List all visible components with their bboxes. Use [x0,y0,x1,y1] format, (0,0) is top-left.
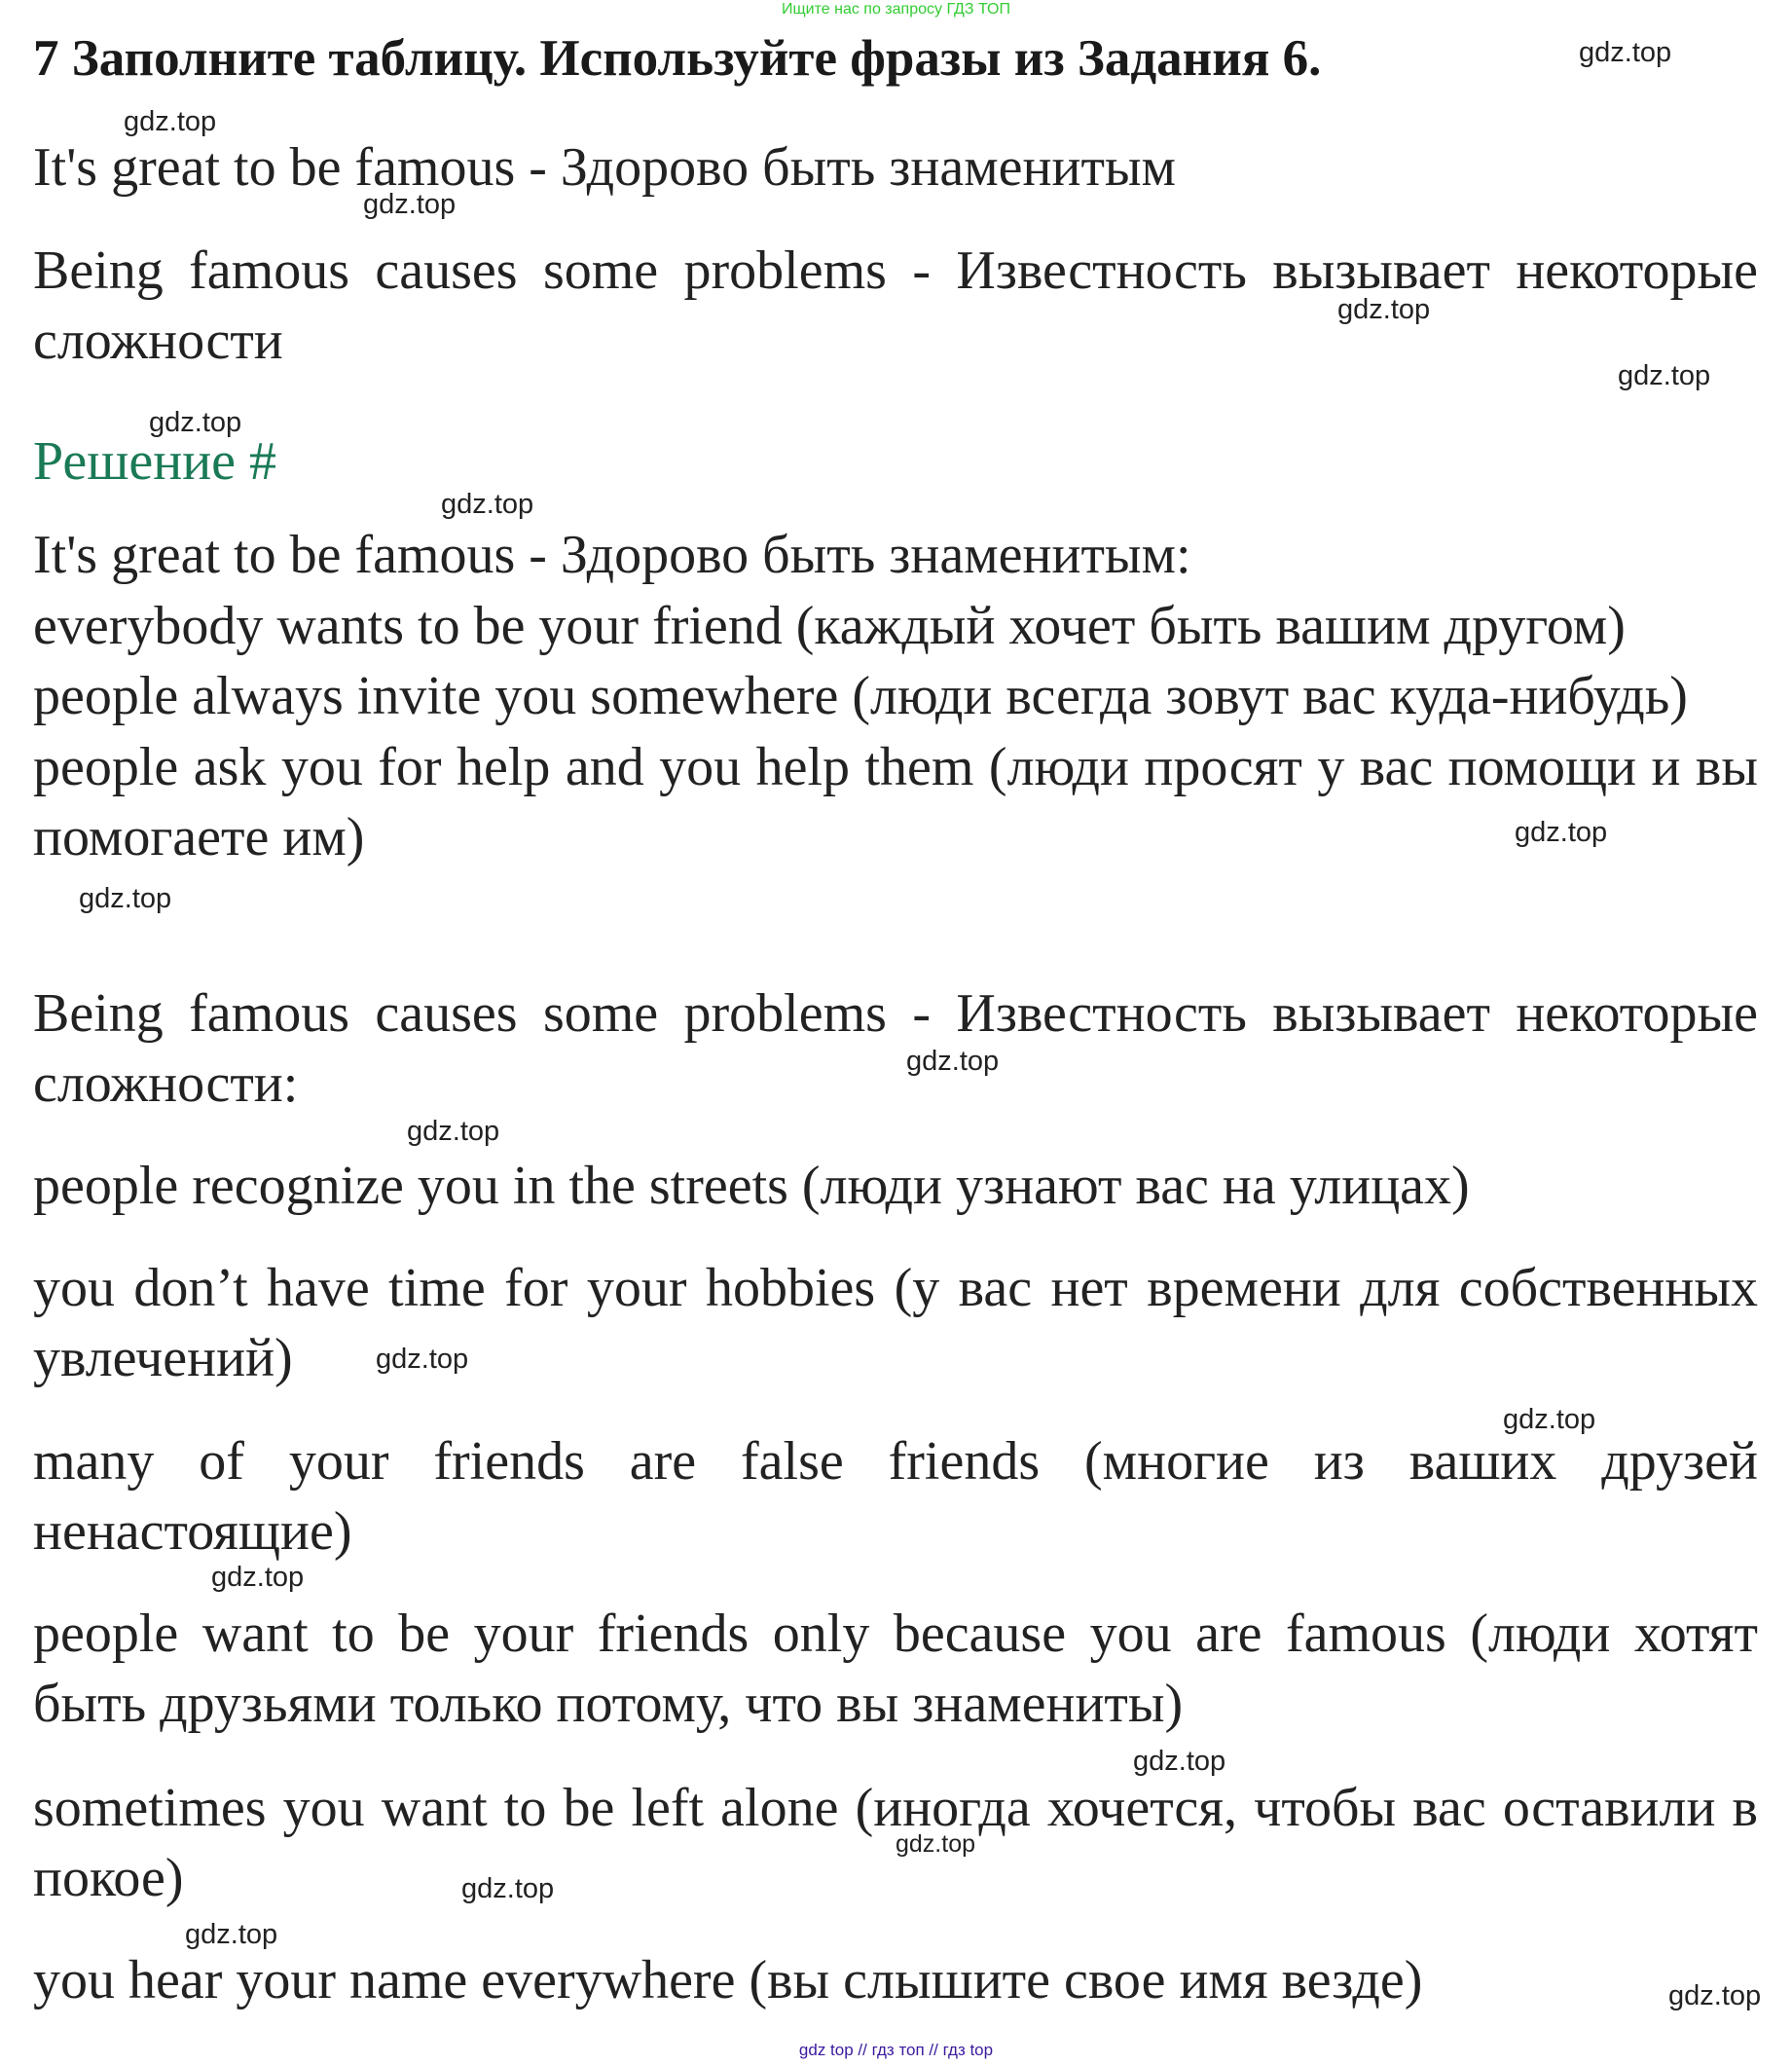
task-line-great: It's great to be famous - Здорово быть знаменитым [33,137,1176,198]
bad-item-5: sometimes you want to be left alone (иногда хочется, чтобы вас оставили в покое) [33,1778,1758,1908]
watermark: gdz.top [1337,294,1431,325]
watermark: gdz.top [1515,817,1608,848]
page-title: 7 Заполните таблицу. Используйте фразы из Задания 6. [33,30,1322,87]
good-item-2: people always invite you somewhere (люди всегда зовут вас куда-нибудь) [33,666,1688,726]
good-item-3: people ask you for help and you help them (люди просят у вас помощи и вы помогаете им) [33,737,1758,867]
bottom-banner: gdz top // гдз топ // гдз top [798,2041,994,2059]
bad-item-4: people want to be your friends only because you are famous (люди хотят быть друзьями только потому, что вы знамениты) [33,1604,1758,1734]
watermark: gdz.top [376,1344,469,1375]
watermark: gdz.top [185,1919,278,1950]
watermark: gdz.top [149,407,242,438]
task-line-problems: Being famous causes some problems - Известность вызывает некоторые сложности [33,240,1758,371]
watermark: gdz.top [1503,1404,1596,1435]
watermark: gdz.top [896,1830,976,1858]
watermark: gdz.top [124,106,217,137]
bad-item-6: you hear your name everywhere (вы слышите свое имя везде) [33,1950,1423,2010]
watermark: gdz.top [79,883,172,914]
watermark: gdz.top [461,1873,555,1904]
watermark: gdz.top [1133,1746,1226,1777]
bad-item-1: people recognize you in the streets (люди узнают вас на улицах) [33,1156,1470,1216]
watermark: gdz.top [441,489,534,520]
watermark: gdz.top [211,1562,305,1593]
watermark: gdz.top [906,1046,1000,1077]
watermark: gdz.top [1579,37,1672,68]
top-banner: Ищите нас по запросу ГДЗ ТОП [782,1,1010,18]
good-heading: It's great to be famous - Здорово быть знаменитым: [33,525,1191,585]
watermark: gdz.top [1618,360,1711,391]
solution-heading: Решение # [33,431,277,492]
watermark: gdz.top [407,1116,500,1147]
bad-heading: Being famous causes some problems - Известность вызывает некоторые сложности: [33,983,1758,1114]
watermark: gdz.top [1668,1980,1762,2011]
good-item-1: everybody wants to be your friend (каждый хочет быть вашим другом) [33,596,1626,656]
bad-item-2: you don’t have time for your hobbies (у вас нет времени для собственных увлечений) [33,1258,1758,1388]
bad-item-3: many of your friends are false friends (многие из ваших друзей ненастоящие) [33,1431,1758,1562]
watermark: gdz.top [363,189,457,220]
